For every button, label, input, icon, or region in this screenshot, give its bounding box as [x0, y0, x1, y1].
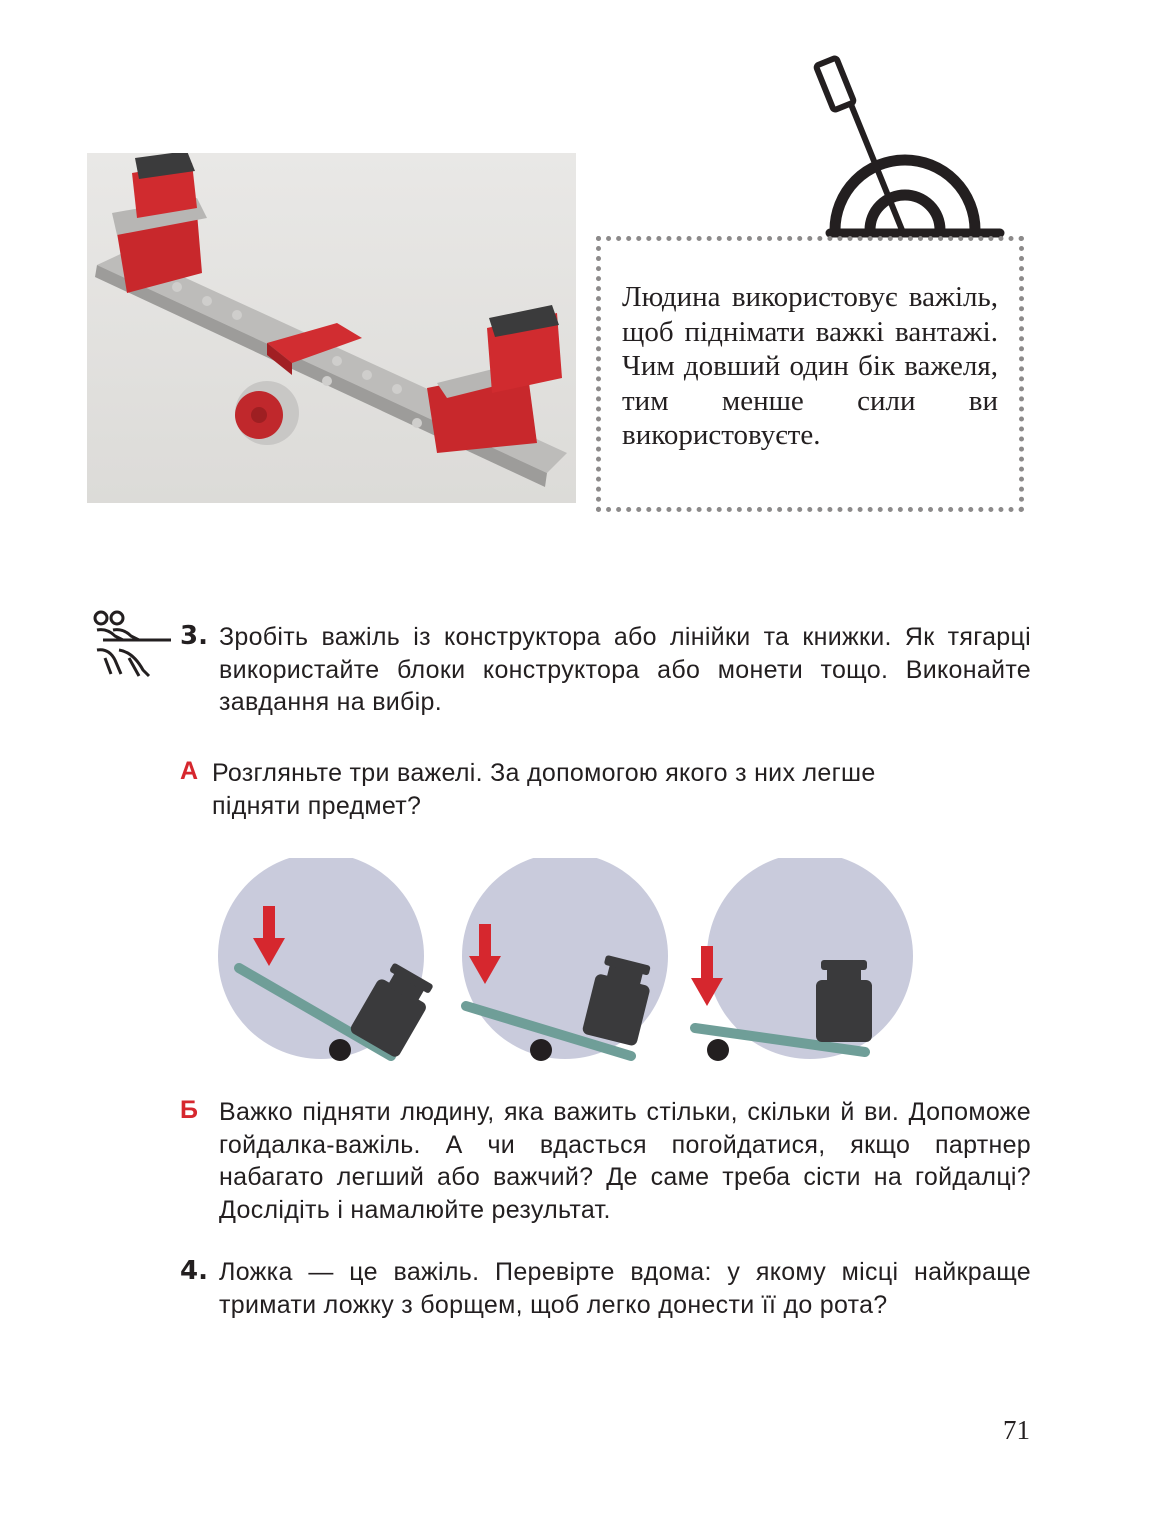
- lever-icon: [800, 55, 1005, 245]
- task-number-3: 3.: [180, 621, 208, 651]
- task-a-text: [212, 757, 922, 822]
- task-number-4: 4.: [180, 1256, 208, 1286]
- task-letter-b: Б: [180, 1096, 198, 1124]
- team-pulling-rope-icon: [93, 610, 171, 682]
- lever-variant-3: [691, 858, 913, 1061]
- lever-variant-1: [218, 858, 438, 1061]
- lego-lever-photo: [87, 153, 576, 503]
- task-letter-a: А: [180, 757, 199, 785]
- info-box-text: Людина використовує важіль, щоб піднімати важкі вантажі. Чим довший один бік важеля, тим менше сили ви використовуєте.: [622, 281, 998, 451]
- task-3-text: Зробіть важіль із конструктора або лінійки та книжки. Як тягарці використайте блоки конструктора або монети тощо. Виконайте завдання на вибір.: [219, 623, 1031, 716]
- page-number: 71: [1003, 1415, 1030, 1445]
- task-4-text: Ложка — це важіль. Перевірте вдома: у якому місці найкраще тримати ложку з борщем, щоб легко донести її до рота?: [219, 1258, 1031, 1319]
- task-a-line: Розгляньте три важелі. За допомогою якого з них легше підняти предмет?: [212, 759, 876, 820]
- lever-variant-2: [462, 858, 668, 1061]
- task-b-text: Важко підняти людину, яка важить стільки, скільки й ви. Допоможе гойдалка-важіль. А чи вдасться погойдатися, якщо партнер набагато легший або важчий? Де саме треба сісти на гойдалці? Дослідіть і намалюйте результат.: [219, 1098, 1031, 1224]
- lever-comparison-illustration: [213, 858, 918, 1070]
